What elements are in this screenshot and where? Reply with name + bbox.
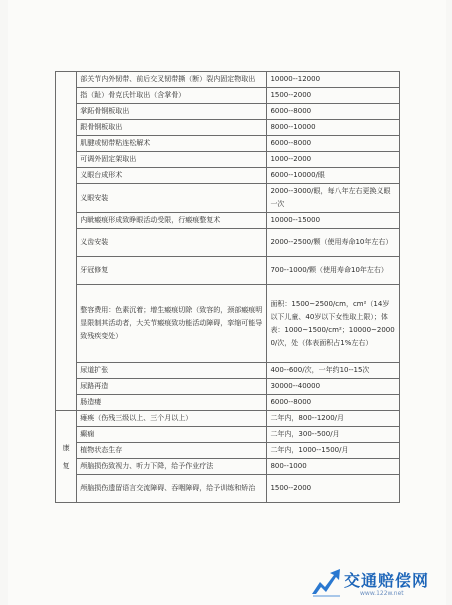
watermark-url: www.122w.net <box>360 590 404 597</box>
fee-cell: 1500--2000 <box>267 88 400 104</box>
table-row <box>56 443 400 459</box>
table-row <box>56 411 400 427</box>
fee-cell: 30000--40000 <box>267 379 400 395</box>
table-row <box>56 120 400 136</box>
rehab-item-cell: 瘫痪（伤残三级以上、三个月以上） <box>77 411 267 427</box>
item-cell: 牙冠修复 <box>77 257 267 285</box>
table-row <box>56 88 400 104</box>
item-cell: 义眼安装 <box>77 184 267 213</box>
item-cell: 肠造瘘 <box>77 395 267 411</box>
item-cell: 尿路再造 <box>77 379 267 395</box>
table-row <box>56 213 400 229</box>
fee-cell: 1000--2000 <box>267 152 400 168</box>
site-watermark <box>308 565 448 603</box>
item-cell: 肌腱或韧带粘连松解术 <box>77 136 267 152</box>
table-row <box>56 152 400 168</box>
table-row <box>56 104 400 120</box>
compensation-fee-table <box>55 71 400 503</box>
table-row <box>56 257 400 285</box>
rehab-fee-cell: 800--1000 <box>267 459 400 475</box>
table-row <box>56 427 400 443</box>
table-row <box>56 136 400 152</box>
table-row <box>56 379 400 395</box>
rehab-item-cell: 颅脑损伤致视力、听力下降，给予作业疗法 <box>77 459 267 475</box>
item-cell: 整容费用：色素沉着；增生瘢痕切除（致容的，颈部瘢痕明显限制其活动者，大关节瘢痕致功能活动障碍，挛缩可能导致残疾变处） <box>77 285 267 363</box>
item-cell: 内眦瘢痕形成致睁眼活动受限，行瘢痕整复术 <box>77 213 267 229</box>
table-row <box>56 229 400 257</box>
item-cell: 指（趾）骨克氏针取出（含掌骨） <box>77 88 267 104</box>
item-cell: 可调外固定架取出 <box>77 152 267 168</box>
table-row <box>56 184 400 213</box>
table-row <box>56 475 400 503</box>
category-char: 康 <box>62 443 70 452</box>
fee-cell: 700--1000/颗（使用寿命10年左右） <box>267 257 400 285</box>
fee-cell: 面积：1500~2500/cm，cm²（14岁以下儿童、40岁以下女性取上限）；体表：1000~1500/cm²；10000~20000/次，处（体表面积占1%左右） <box>267 285 400 363</box>
item-cell: 义齿安装 <box>77 229 267 257</box>
fee-cell: 6000--10000/眼 <box>267 168 400 184</box>
item-cell: 跟骨钢板取出 <box>77 120 267 136</box>
item-cell: 掌跖骨钢板取出 <box>77 104 267 120</box>
rehab-item-cell: 颅脑损伤遗留语言交流障碍、吞咽障碍，给予训练和矫治 <box>77 475 267 503</box>
fee-cell: 8000--10000 <box>267 120 400 136</box>
rehab-fee-cell: 二年内，300--500/月 <box>267 427 400 443</box>
rehab-fee-cell: 1500--2000 <box>267 475 400 503</box>
fee-cell: 2000--2500/颗（使用寿命10年左右） <box>267 229 400 257</box>
table-row <box>56 459 400 475</box>
fee-cell: 10000--15000 <box>267 213 400 229</box>
table-row <box>56 72 400 88</box>
table-row <box>56 395 400 411</box>
fee-cell: 6000--8000 <box>267 395 400 411</box>
fee-cell: 400--600/次，一年约10--15次 <box>267 363 400 379</box>
fee-cell: 6000--8000 <box>267 104 400 120</box>
rehab-fee-cell: 二年内，1000--1500/月 <box>267 443 400 459</box>
table-row <box>56 363 400 379</box>
fee-cell: 6000--8000 <box>267 136 400 152</box>
item-cell: 义眼台成形术 <box>77 168 267 184</box>
fee-cell: 10000--12000 <box>267 72 400 88</box>
category-char: 复 <box>62 461 70 470</box>
rehab-item-cell: 癫痫 <box>77 427 267 443</box>
rehab-fee-cell: 二年内，800--1200/月 <box>267 411 400 427</box>
item-cell: 尿道扩张 <box>77 363 267 379</box>
rehab-item-cell: 植物状态生存 <box>77 443 267 459</box>
item-cell: 部关节内外韧带、前后交叉韧带撕（断）裂内固定物取出 <box>77 72 267 88</box>
fee-table-body <box>56 72 400 503</box>
fee-cell: 2000--3000/眼，每八年左右更换义眼一次 <box>267 184 400 213</box>
table-row <box>56 285 400 363</box>
table-row <box>56 168 400 184</box>
watermark-title: 交通赔偿网 <box>344 571 430 590</box>
blue-arrow-logo-icon <box>310 568 342 598</box>
category-cell-blank <box>56 72 77 411</box>
category-cell-rehab <box>56 411 77 503</box>
